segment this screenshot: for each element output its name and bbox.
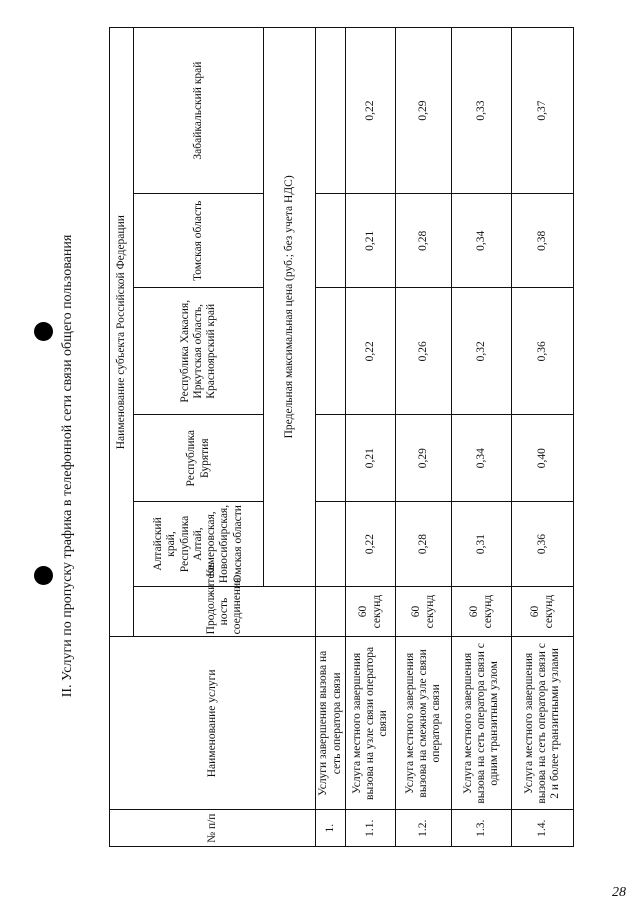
tariff-table-container xyxy=(109,27,573,847)
row-duration: 60 секунд xyxy=(512,586,574,637)
header-duration: Продолжитель ность соединения xyxy=(134,586,316,637)
row-price: 0,29 xyxy=(396,28,452,194)
table-row xyxy=(396,28,452,847)
row-duration xyxy=(316,586,346,637)
row-duration: 60 секунд xyxy=(346,586,396,637)
row-price: 0,33 xyxy=(452,28,512,194)
row-price: 0,34 xyxy=(452,415,512,502)
row-price: 0,36 xyxy=(512,288,574,415)
header-region: Томская область xyxy=(134,194,264,288)
row-price: 0,34 xyxy=(452,194,512,288)
row-num: 1.4. xyxy=(512,810,574,847)
punch-hole-icon xyxy=(34,566,53,585)
row-service-name: Услуга местного завершения вызова на сеть оператора связи с 2 и более транзитными узлами xyxy=(512,637,574,810)
row-price: 0,22 xyxy=(346,28,396,194)
tariff-table xyxy=(109,27,574,847)
table-row xyxy=(316,28,346,847)
row-duration: 60 секунд xyxy=(452,586,512,637)
row-service-name: Услуги завершения вызова на сеть оператора связи xyxy=(316,637,346,810)
row-price: 0,31 xyxy=(452,502,512,586)
row-price: 0,28 xyxy=(396,194,452,288)
row-price: 0,32 xyxy=(452,288,512,415)
row-duration: 60 секунд xyxy=(396,586,452,637)
section-title: II. Услуги по пропуску трафика в телефонной сети связи общего пользования xyxy=(60,234,75,698)
header-region: Забайкальский край xyxy=(134,28,264,194)
row-price: 0,21 xyxy=(346,415,396,502)
row-num: 1. xyxy=(316,810,346,847)
row-price xyxy=(316,502,346,586)
row-price xyxy=(316,194,346,288)
page-number: 28 xyxy=(612,885,626,900)
punch-hole-icon xyxy=(34,322,53,341)
table-row xyxy=(452,28,512,847)
table-row xyxy=(346,28,396,847)
row-price: 0,21 xyxy=(346,194,396,288)
row-price: 0,38 xyxy=(512,194,574,288)
header-price-label: Предельная максимальная цена (руб.; без учета НДС) xyxy=(264,28,316,587)
row-price: 0,40 xyxy=(512,415,574,502)
row-num: 1.3. xyxy=(452,810,512,847)
row-price xyxy=(316,415,346,502)
row-num: 1.2. xyxy=(396,810,452,847)
row-price: 0,28 xyxy=(396,502,452,586)
row-price xyxy=(316,28,346,194)
row-price: 0,29 xyxy=(396,415,452,502)
row-price: 0,37 xyxy=(512,28,574,194)
header-subject: Наименование субъекта Российской Федерации xyxy=(110,28,134,637)
row-num: 1.1. xyxy=(346,810,396,847)
row-price: 0,36 xyxy=(512,502,574,586)
row-price xyxy=(316,288,346,415)
row-price: 0,22 xyxy=(346,502,396,586)
row-service-name: Услуга местного завершения вызова на сеть оператора связи с одним транзитным узлом xyxy=(452,637,512,810)
table-row xyxy=(512,28,574,847)
header-region: Республика Хакасия, Иркутская область, Красноярский край xyxy=(134,288,264,415)
row-price: 0,26 xyxy=(396,288,452,415)
header-service: Наименование услуги xyxy=(110,637,316,810)
header-num: № п/п xyxy=(110,810,316,847)
row-price: 0,22 xyxy=(346,288,396,415)
row-service-name: Услуга местного завершения вызова на смежном узле связи оператора связи xyxy=(396,637,452,810)
row-service-name: Услуга местного завершения вызова на узле связи оператора связи xyxy=(346,637,396,810)
header-region: Республика Бурятия xyxy=(134,415,264,502)
header-region: Алтайский край, Республика Алтай, Кемеровская, Новосибирская, Омская области xyxy=(134,502,264,586)
